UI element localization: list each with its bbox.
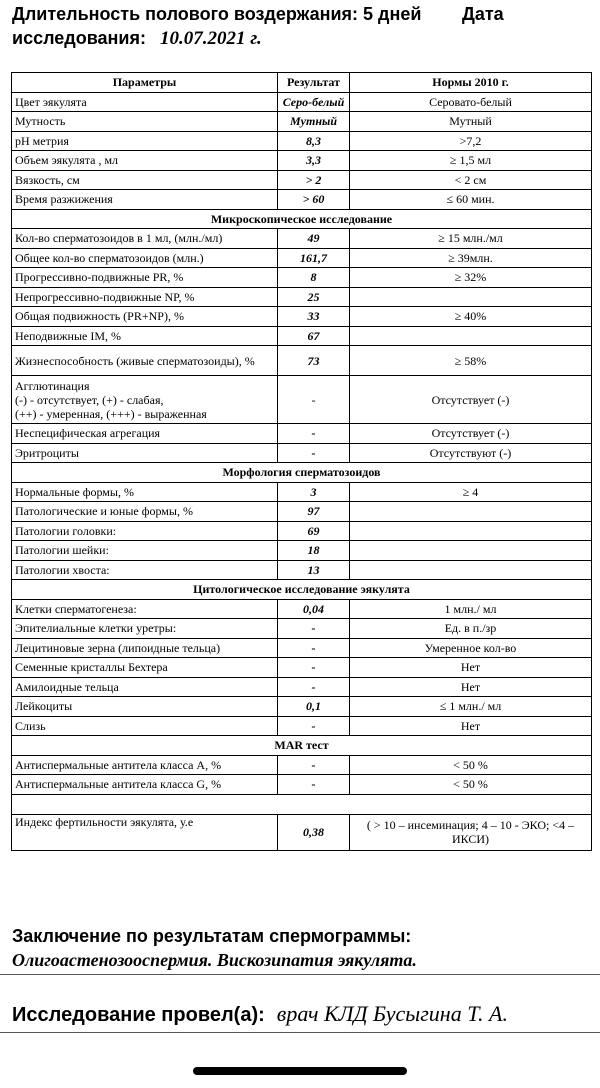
param-result: Серо-белый xyxy=(278,92,350,112)
fertility-index-note: ( > 10 – инсеминация; 4 – 10 - ЭКО; <4 – ИКСИ) xyxy=(350,814,592,850)
param-result: 33 xyxy=(278,307,350,327)
performer-label: Исследование провел(а): xyxy=(12,1004,265,1026)
param-result: 8,3 xyxy=(278,131,350,151)
param-name: Неподвижные IM, % xyxy=(12,326,278,346)
param-name: Вязкость, см xyxy=(12,170,278,190)
param-norm: Отсутствуют (-) xyxy=(350,443,592,463)
agglutination-line: (++) - умеренная, (+++) - выраженная xyxy=(15,406,207,421)
param-norm xyxy=(350,541,592,561)
conclusion-text: Олигоастенозооспермия. Вискозипатия эякулята. xyxy=(12,950,417,970)
param-result: 3 xyxy=(278,482,350,502)
table-row xyxy=(12,482,592,502)
param-result: > 60 xyxy=(278,190,350,210)
param-name: Патологические и юные формы, % xyxy=(12,502,278,522)
table-row xyxy=(12,307,592,327)
table-row xyxy=(12,560,592,580)
param-norm: ≥ 39млн. xyxy=(350,248,592,268)
conclusion-title: Заключение по результатам спермограммы: xyxy=(12,926,412,946)
param-result: - xyxy=(278,677,350,697)
study-date: 10.07.2021 г. xyxy=(160,28,262,49)
abstinence-label: Длительность полового воздержания: 5 дней xyxy=(12,4,422,24)
agglutination-norm: Отсутствует (-) xyxy=(350,376,592,424)
fertility-index-value: 0,38 xyxy=(278,814,350,850)
param-norm: Серовато-белый xyxy=(350,92,592,112)
table-row xyxy=(12,170,592,190)
table-row xyxy=(12,619,592,639)
param-result: 8 xyxy=(278,268,350,288)
param-result: - xyxy=(278,619,350,639)
table-row xyxy=(12,443,592,463)
param-name: Общее кол-во сперматозоидов (млн.) xyxy=(12,248,278,268)
table-row xyxy=(12,677,592,697)
param-name: Мутность xyxy=(12,112,278,132)
param-name: Объем эякулята , мл xyxy=(12,151,278,171)
fertility-index-label: Индекс фертильности эякулята, у.е xyxy=(12,814,278,850)
section-morphology-title: Морфология сперматозоидов xyxy=(12,463,592,483)
param-name: Общая подвижность (PR+NP), % xyxy=(12,307,278,327)
param-result: Мутный xyxy=(278,112,350,132)
table-header xyxy=(12,73,592,93)
agglutination-result: - xyxy=(278,376,350,424)
param-norm: ≥ 4 xyxy=(350,482,592,502)
table-row xyxy=(12,326,592,346)
param-name: Антиспермальные антитела класса G, % xyxy=(12,775,278,795)
table-blank-row xyxy=(12,794,592,814)
param-name: Патологии хвоста: xyxy=(12,560,278,580)
table-row xyxy=(12,716,592,736)
param-name: Непрогрессивно-подвижные NP, % xyxy=(12,287,278,307)
param-norm xyxy=(350,287,592,307)
performer-name: врач КЛД Бусыгина Т. А. xyxy=(276,1001,508,1026)
param-result: 13 xyxy=(278,560,350,580)
divider-bottom xyxy=(0,1032,600,1033)
param-norm: ≥ 32% xyxy=(350,268,592,288)
agglutination-line: Агглютинация xyxy=(15,378,90,393)
section-microscopic-title: Микроскопическое исследование xyxy=(12,209,592,229)
param-norm: 1 млн./ мл xyxy=(350,599,592,619)
table-row-agglutination xyxy=(12,376,592,424)
param-result: - xyxy=(278,716,350,736)
param-result: > 2 xyxy=(278,170,350,190)
param-result: 3,3 xyxy=(278,151,350,171)
param-norm xyxy=(350,521,592,541)
agglutination-line: (-) - отсутствует, (+) - слабая, xyxy=(15,392,164,407)
home-indicator[interactable] xyxy=(193,1067,407,1075)
param-name: Семенные кристаллы Бехтера xyxy=(12,658,278,678)
param-name: Эпителиальные клетки уретры: xyxy=(12,619,278,639)
param-norm: Ед. в п./зр xyxy=(350,619,592,639)
param-norm: Нет xyxy=(350,677,592,697)
table-row xyxy=(12,697,592,717)
param-name: Клетки сперматогенеза: xyxy=(12,599,278,619)
param-result: 49 xyxy=(278,229,350,249)
agglutination-label xyxy=(12,376,278,424)
param-result: - xyxy=(278,638,350,658)
table-row xyxy=(12,268,592,288)
table-row xyxy=(12,131,592,151)
param-norm: ≤ 60 мин. xyxy=(350,190,592,210)
param-name: Неспецифическая агрегация xyxy=(12,424,278,444)
section-cytology-title: Цитологическое исследование эякулята xyxy=(12,580,592,600)
param-result: 161,7 xyxy=(278,248,350,268)
report-header xyxy=(12,2,592,51)
param-norm: < 2 см xyxy=(350,170,592,190)
param-norm xyxy=(350,326,592,346)
table-row xyxy=(12,599,592,619)
date-label-cont: исследования: xyxy=(12,28,146,48)
table-row xyxy=(12,229,592,249)
param-name: Лейкоциты xyxy=(12,697,278,717)
param-norm: ≥ 40% xyxy=(350,307,592,327)
table-row xyxy=(12,502,592,522)
table-row xyxy=(12,151,592,171)
param-result: 25 xyxy=(278,287,350,307)
param-norm xyxy=(350,502,592,522)
param-norm: Нет xyxy=(350,658,592,678)
blank-cell xyxy=(12,794,592,814)
param-norm: Отсутствует (-) xyxy=(350,424,592,444)
table-row xyxy=(12,775,592,795)
header-norms: Нормы 2010 г. xyxy=(350,73,592,93)
param-name: Прогрессивно-подвижные PR, % xyxy=(12,268,278,288)
param-name: Время разжижения xyxy=(12,190,278,210)
table-row xyxy=(12,541,592,561)
param-result: - xyxy=(278,755,350,775)
param-norm: Умеренное кол-во xyxy=(350,638,592,658)
param-name: Слизь xyxy=(12,716,278,736)
param-norm: Нет xyxy=(350,716,592,736)
param-norm: < 50 % xyxy=(350,775,592,795)
param-norm xyxy=(350,560,592,580)
section-morphology xyxy=(12,463,592,483)
param-name: Кол-во сперматозоидов в 1 мл, (млн./мл) xyxy=(12,229,278,249)
section-microscopic xyxy=(12,209,592,229)
table-row xyxy=(12,658,592,678)
param-norm: >7,2 xyxy=(350,131,592,151)
param-norm: ≥ 1,5 мл xyxy=(350,151,592,171)
table-row xyxy=(12,112,592,132)
param-name: Нормальные формы, % xyxy=(12,482,278,502)
header-params: Параметры xyxy=(12,73,278,93)
table-row xyxy=(12,190,592,210)
section-mar-title: MAR тест xyxy=(12,736,592,756)
param-name: Амилоидные тельца xyxy=(12,677,278,697)
header-result: Результат xyxy=(278,73,350,93)
param-name: Жизнеспособность (живые сперматозоиды), % xyxy=(12,346,278,376)
param-result: - xyxy=(278,424,350,444)
table-row xyxy=(12,521,592,541)
param-norm: Мутный xyxy=(350,112,592,132)
param-name: Патологии головки: xyxy=(12,521,278,541)
param-name: Антиспермальные антитела класса А, % xyxy=(12,755,278,775)
spermogram-table xyxy=(11,72,592,851)
param-result: 0,04 xyxy=(278,599,350,619)
param-result: 67 xyxy=(278,326,350,346)
param-result: 0,1 xyxy=(278,697,350,717)
table-row xyxy=(12,755,592,775)
table-row xyxy=(12,287,592,307)
table-row xyxy=(12,248,592,268)
section-mar xyxy=(12,736,592,756)
divider xyxy=(0,974,600,975)
param-name: Патологии шейки: xyxy=(12,541,278,561)
param-result: 18 xyxy=(278,541,350,561)
table-row xyxy=(12,424,592,444)
table-row xyxy=(12,92,592,112)
table-row xyxy=(12,638,592,658)
param-norm: ≤ 1 млн./ мл xyxy=(350,697,592,717)
param-name: Лецитиновые зерна (липоидные тельца) xyxy=(12,638,278,658)
param-norm: < 50 % xyxy=(350,755,592,775)
param-result: 69 xyxy=(278,521,350,541)
param-norm: ≥ 15 млн./мл xyxy=(350,229,592,249)
param-name: Эритроциты xyxy=(12,443,278,463)
param-result: - xyxy=(278,775,350,795)
param-name: Цвет эякулята xyxy=(12,92,278,112)
performer xyxy=(12,1000,592,1029)
param-norm: ≥ 58% xyxy=(350,346,592,376)
table-row-index xyxy=(12,814,592,850)
param-result: - xyxy=(278,443,350,463)
date-label: Дата xyxy=(462,4,504,24)
param-name: pH метрия xyxy=(12,131,278,151)
param-result: 97 xyxy=(278,502,350,522)
section-cytology xyxy=(12,580,592,600)
param-result: 73 xyxy=(278,346,350,376)
param-result: - xyxy=(278,658,350,678)
table-row xyxy=(12,346,592,376)
conclusion xyxy=(12,924,592,972)
